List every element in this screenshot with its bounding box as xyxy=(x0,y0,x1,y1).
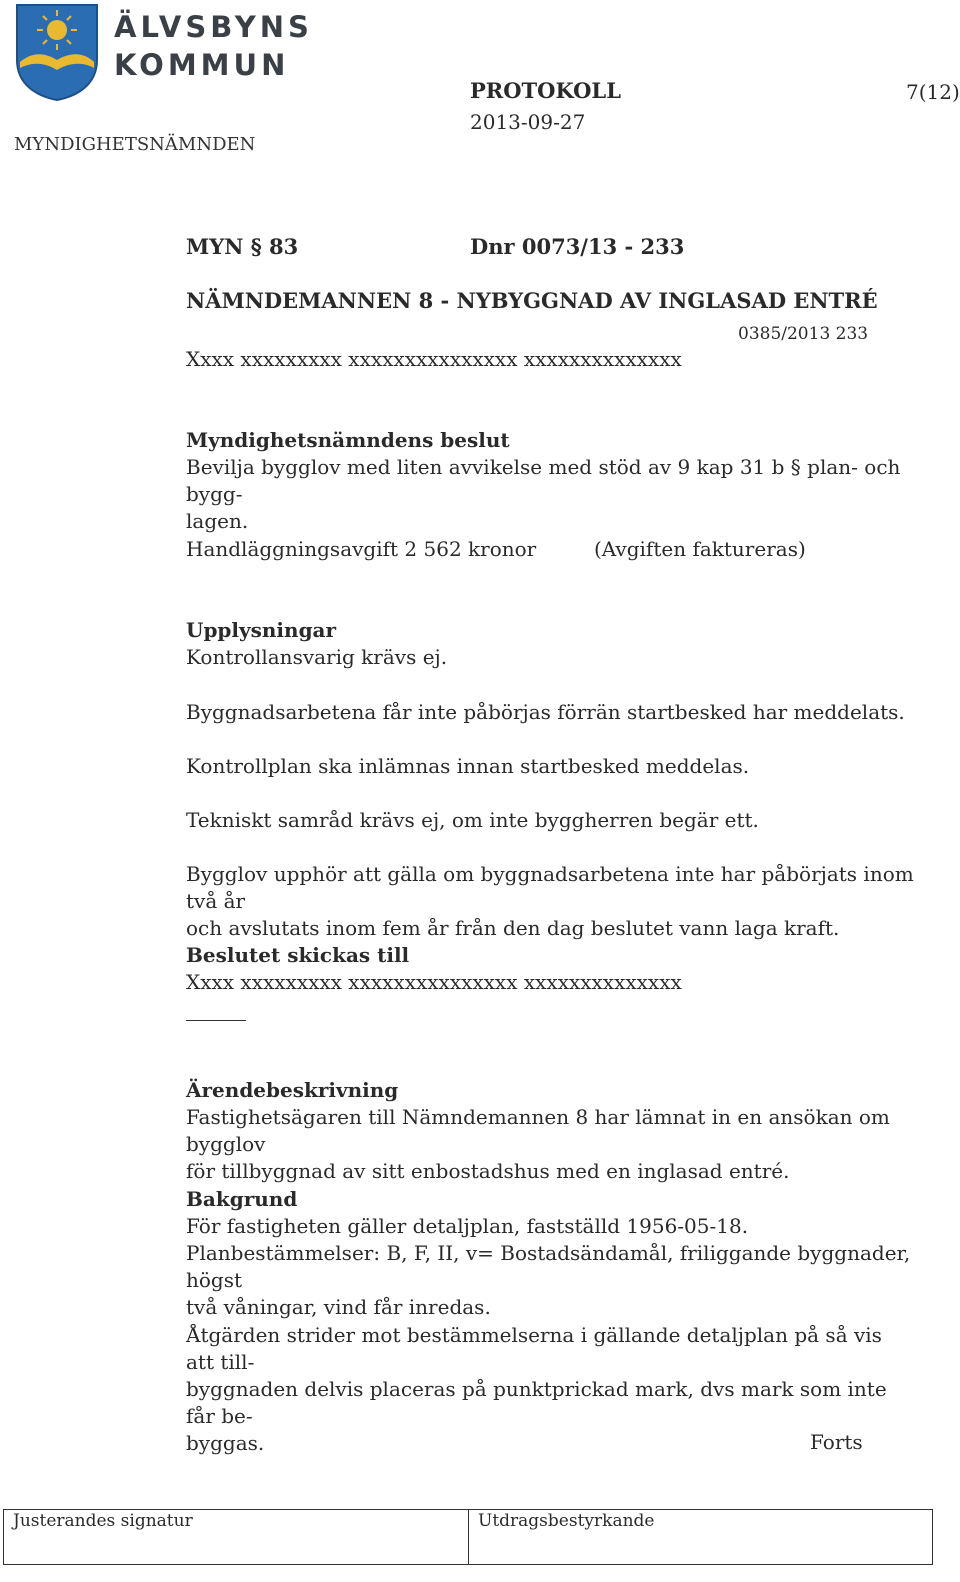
background-heading: Bakgrund xyxy=(186,1187,298,1211)
sendto-recipient: Xxxx xxxxxxxxx xxxxxxxxxxxxxxx xxxxxxxxxxxxxx xyxy=(186,970,682,994)
document-date: 2013-09-27 xyxy=(470,110,586,134)
info-paragraph: Kontrollplan ska inlämnas innan startbesked meddelas. xyxy=(186,754,750,778)
fee-note: (Avgiften faktureras) xyxy=(594,537,806,561)
background-line: byggas. xyxy=(186,1431,265,1455)
applicant-name: Xxxx xxxxxxxxx xxxxxxxxxxxxxxx xxxxxxxxxxxxxx xyxy=(186,347,682,371)
case-number: MYN § 83 xyxy=(186,234,299,259)
document-type: PROTOKOLL xyxy=(470,78,621,103)
description-line: för tillbyggnad av sitt enbostadshus med en inglasad entré. xyxy=(186,1159,790,1183)
description-section xyxy=(186,1077,916,1185)
sendto-section xyxy=(186,942,916,996)
decision-text-line: lagen. xyxy=(186,509,249,533)
case-dnr: Dnr 0073/13 - 233 xyxy=(470,234,685,259)
background-line: Planbestämmelser: B, F, II, v= Bostadsändamål, friliggande byggnader, högst xyxy=(186,1241,911,1292)
decision-text-line: Bevilja bygglov med liten avvikelse med stöd av 9 kap 31 b § plan- och bygg- xyxy=(186,455,901,506)
background-line: För fastigheten gäller detaljplan, fastställd 1956-05-18. xyxy=(186,1214,749,1238)
case-title: NÄMNDEMANNEN 8 - NYBYGGNAD AV INGLASAD ENTRÉ xyxy=(186,288,878,313)
certification-label: Utdragsbestyrkande xyxy=(478,1511,655,1531)
municipality-crest-icon xyxy=(14,2,100,102)
info-paragraph xyxy=(186,861,916,942)
description-heading: Ärendebeskrivning xyxy=(186,1078,399,1102)
separator-line xyxy=(186,1020,246,1021)
page-number: 7(12) xyxy=(906,80,960,104)
decision-heading: Myndighetsnämndens beslut xyxy=(186,428,510,452)
info-heading: Upplysningar xyxy=(186,618,337,642)
brand-line-2: KOMMUN xyxy=(114,48,290,82)
fee-text: Handläggningsavgift 2 562 kronor xyxy=(186,537,537,561)
background-section xyxy=(186,1186,916,1321)
info-section xyxy=(186,617,916,671)
case-reference: 0385/2013 233 xyxy=(738,324,869,344)
signature-label: Justerandes signatur xyxy=(13,1511,193,1531)
continued-label: Forts xyxy=(810,1430,863,1454)
background-line: Åtgärden strider mot bestämmelserna i gällande detaljplan på så vis att till- xyxy=(186,1323,882,1374)
info-line: och avslutats inom fem år från den dag beslutet vann laga kraft. xyxy=(186,916,840,940)
signature-box-divider xyxy=(468,1509,469,1565)
info-paragraph: Kontrollansvarig krävs ej. xyxy=(186,645,448,669)
background-paragraph xyxy=(186,1322,916,1457)
background-line: byggnaden delvis placeras på punktprickad mark, dvs mark som inte får be- xyxy=(186,1377,887,1428)
organization-name: MYNDIGHETSNÄMNDEN xyxy=(14,134,256,155)
background-line: två våningar, vind får inredas. xyxy=(186,1295,491,1319)
info-paragraph: Byggnadsarbetena får inte påbörjas förrän startbesked har meddelats. xyxy=(186,700,905,724)
info-line: Bygglov upphör att gälla om byggnadsarbetena inte har påbörjats inom två år xyxy=(186,862,914,913)
description-line: Fastighetsägaren till Nämndemannen 8 har lämnat in en ansökan om bygglov xyxy=(186,1105,890,1156)
decision-section xyxy=(186,427,916,535)
brand-line-1: ÄLVSBYNS xyxy=(114,10,313,44)
sendto-heading: Beslutet skickas till xyxy=(186,943,410,967)
info-paragraph: Tekniskt samråd krävs ej, om inte byggherren begär ett. xyxy=(186,808,759,832)
